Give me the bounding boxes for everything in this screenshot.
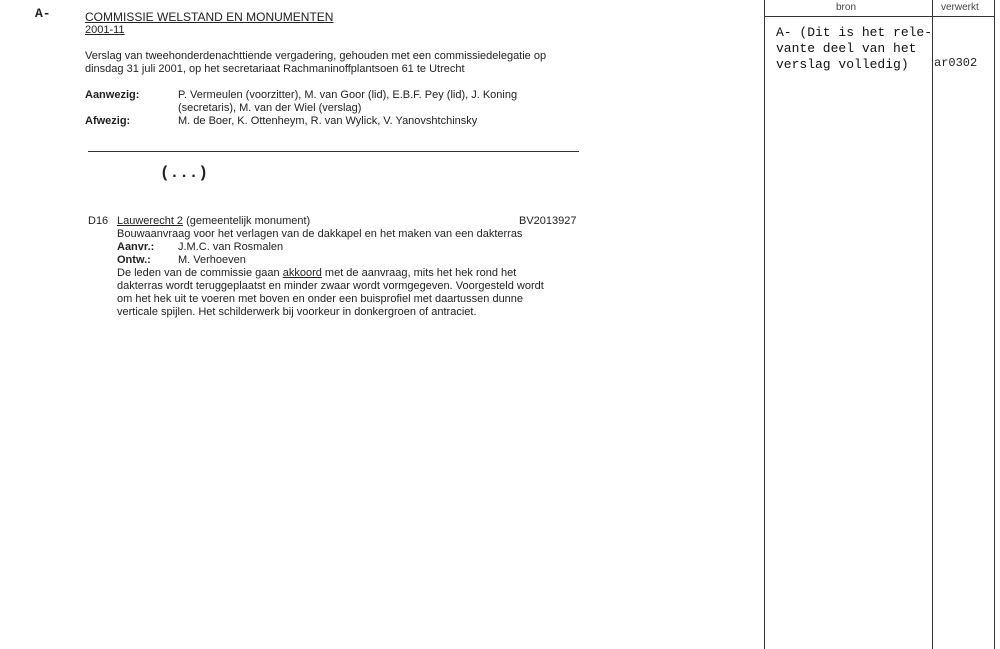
item-description: Bouwaanvraag voor het verlagen van de dakkapel en het maken van een dakterras: [117, 228, 523, 240]
processed-code: ar0302: [934, 56, 978, 70]
intro-line-2: dinsdag 31 juli 2001, op het secretariaat Rachmaninoffplantsoen 61 te Utrecht: [85, 63, 465, 75]
omission-mark: (...): [160, 164, 209, 182]
designer-value: M. Verhoeven: [178, 254, 246, 266]
table-column-divider: [932, 0, 933, 649]
source-note-line-1: A- (Dit is het rele-: [776, 25, 933, 40]
table-right-border: [994, 0, 995, 649]
present-line-2: (secretaris), M. van der Wiel (verslag): [178, 102, 362, 114]
page-title: COMMISSIE WELSTAND EN MONUMENTEN: [85, 10, 334, 24]
item-reference: BV2013927: [519, 215, 577, 227]
decision-line-1: [117, 267, 516, 280]
applicant-value: J.M.C. van Rosmalen: [178, 241, 284, 253]
applicant-label: Aanvr.:: [117, 241, 155, 253]
item-title: Lauwerecht 2: [117, 215, 184, 227]
decision-text-before: De leden van de commissie gaan: [117, 267, 283, 279]
table-left-border: [764, 0, 765, 649]
column-header-verwerkt: verwerkt: [941, 2, 979, 13]
absent-line: M. de Boer, K. Ottenheym, R. van Wylick, V. Yanovshtchinsky: [178, 115, 478, 127]
present-line-1: P. Vermeulen (voorzitter), M. van Goor (lid), E.B.F. Pey (lid), J. Koning: [178, 89, 518, 101]
source-note-line-2: vante deel van het: [776, 41, 917, 56]
designer-label: Ontw.:: [117, 254, 151, 266]
decision-line-3: om het hek uit te voeren met boven en onder een buisprofiel met daartussen dunne: [117, 293, 524, 305]
item-heading: [117, 215, 310, 228]
section-divider: [88, 151, 579, 152]
intro-line-1: Verslag van tweehonderdenachttiende vergadering, gehouden met een commissiedelegatie op: [85, 50, 547, 62]
item-code: D16: [88, 215, 109, 227]
report-number: 2001-11: [85, 24, 125, 36]
decision-text-after: met de aanvraag, mits het hek rond het: [321, 267, 517, 279]
source-note-line-3: verslag volledig): [776, 57, 909, 72]
table-header-divider: [764, 16, 994, 17]
present-label: Aanwezig:: [85, 89, 140, 101]
margin-mark: A-: [35, 6, 51, 21]
decision-keyword: akkoord: [282, 267, 322, 279]
decision-line-2: dakterras wordt teruggeplaatst en minder zwaar wordt vormgegeven. Voorgesteld wordt: [117, 280, 544, 292]
item-title-suffix: (gemeentelijk monument): [183, 215, 311, 227]
column-header-bron: bron: [836, 2, 857, 13]
decision-line-4: verticale spijlen. Het schilderwerk bij voorkeur in donkergroen of antraciet.: [117, 306, 477, 318]
absent-label: Afwezig:: [85, 115, 131, 127]
